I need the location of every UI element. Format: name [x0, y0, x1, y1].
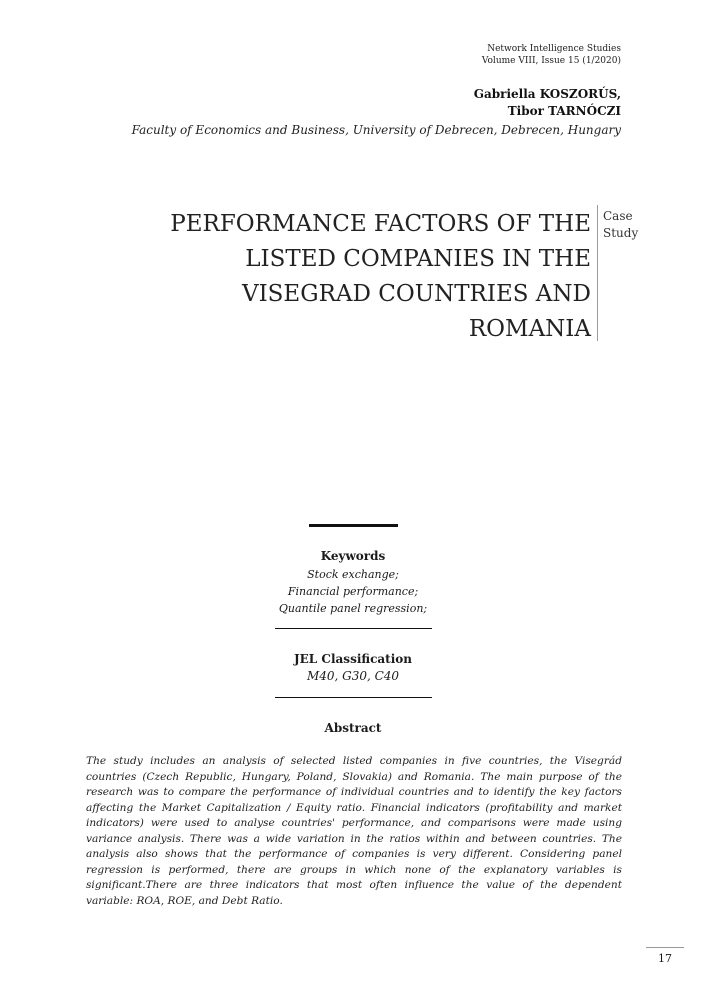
journal-name: Network Intelligence Studies: [487, 44, 621, 54]
title-divider: [597, 205, 598, 341]
jel-heading: JEL Classification: [293, 652, 413, 666]
title-line: PERFORMANCE FACTORS OF THE: [170, 211, 591, 237]
page-number: 17: [658, 952, 672, 965]
affiliation: Faculty of Economics and Business, University of Debrecen, Debrecen, Hungary: [131, 123, 621, 137]
article-type-line: Case: [603, 209, 633, 223]
journal-volume: Volume VIII, Issue 15 (1/2020): [481, 56, 621, 66]
footer-rule: [646, 947, 684, 948]
keyword-item: Quantile panel regression;: [278, 602, 428, 615]
keywords-heading: Keywords: [320, 549, 386, 563]
keyword-item: Stock exchange;: [307, 568, 399, 581]
paper-title: [111, 207, 591, 347]
journal-header: [482, 43, 621, 67]
article-type-line: Study: [603, 226, 639, 240]
title-line: LISTED COMPANIES IN THE: [245, 246, 591, 272]
jel-bottom-rule: [275, 697, 432, 698]
keyword-item: Financial performance;: [287, 585, 419, 598]
jel-codes: M40, G30, C40: [306, 669, 400, 683]
author-1: Gabriella KOSZORÚS,: [473, 87, 621, 101]
keywords-top-rule: [309, 524, 398, 527]
author-list: [474, 86, 621, 120]
abstract-text: The study includes an analysis of selected listed companies in five countries, the Visegrád countries (Czech Republic, Hungary, Poland, Slovakia) and Romania. The main purpose of the research was to compare the performance of individual countries and to identify the key factors affecting the Market Capitalization / Equity ratio. Financial indicators (profitability and market indicators) were used to analyse countries' performance, and comparisons were made using variance analysis. There was a wide variation in the ratios within and between countries. The analysis also shows that the performance of companies is very different. Considering panel regression is performed, there are groups in which none of the explanatory variables is significant.There are three indicators that most often influence the value of the dependent variable: ROA, ROE, and Debt Ratio.: [86, 755, 622, 907]
article-type: [603, 208, 638, 242]
keywords-bottom-rule: [275, 628, 432, 629]
abstract-heading: Abstract: [324, 721, 382, 735]
title-line: VISEGRAD COUNTRIES AND: [241, 281, 591, 307]
title-line: ROMANIA: [468, 316, 591, 342]
author-2: Tibor TARNÓCZI: [507, 104, 621, 118]
